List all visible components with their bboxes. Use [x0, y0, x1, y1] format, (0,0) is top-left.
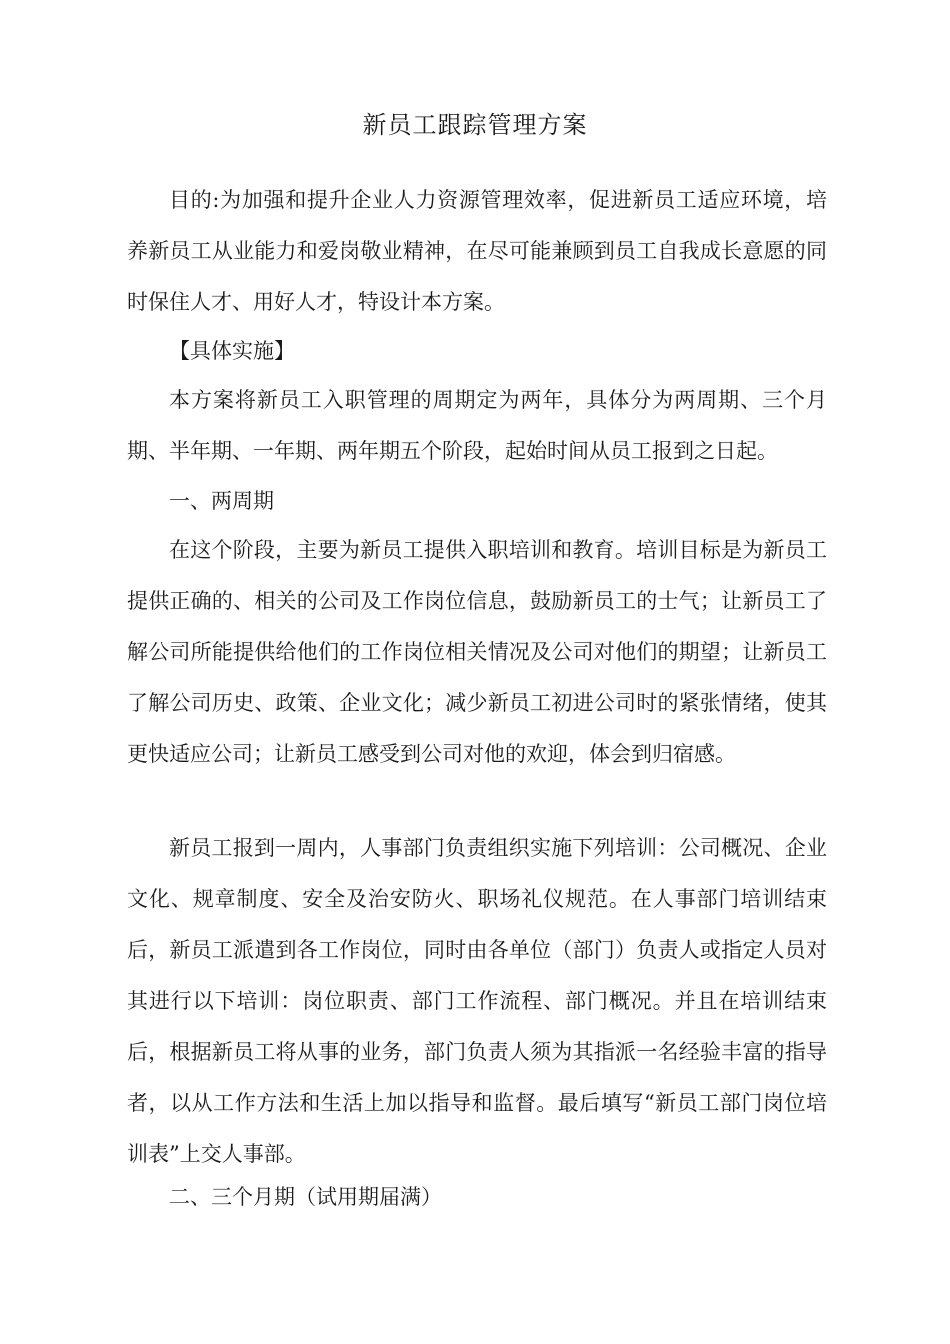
implementation-heading-block [127, 326, 827, 377]
cycle-paragraph-block [127, 375, 827, 477]
document-title: 新员工跟踪管理方案 [362, 111, 588, 139]
two-weeks-training-block [127, 823, 827, 1180]
purpose-paragraph-block [127, 175, 827, 328]
purpose-paragraph: 目的:为加强和提升企业人力资源管理效率，促进新员工适应环境，培养新员工从业能力和爱岗敬业精神，在尽可能兼顾到员工自我成长意愿的同时保住人才、用好人才，特设计本方案。 [127, 188, 827, 314]
two-weeks-training-paragraph: 新员工报到一周内，人事部门负责组织实施下列培训：公司概况、企业文化、规章制度、安全及治安防火、职场礼仪规范。在人事部门培训结束后，新员工派遣到各工作岗位，同时由各单位（部门）负责人或指定人员对其进行以下培训：岗位职责、部门工作流程、部门概况。并且在培训结束后，根据新员工将从事的业务，部门负责人须为其指派一名经验丰富的指导者，以从工作方法和生活上加以指导和监督。最后填写“新员工部门岗位培训表”上交人事部。 [127, 836, 827, 1166]
two-weeks-intro-paragraph: 在这个阶段，主要为新员工提供入职培训和教育。培训目标是为新员工提供正确的、相关的公司及工作岗位信息，鼓励新员工的士气；让新员工了解公司所能提供给他们的工作岗位相关情况及公司对他们的期望；让新员工了解公司历史、政策、企业文化；减少新员工初进公司时的紧张情绪，使其更快适应公司；让新员工感受到公司对他的欢迎，体会到归宿感。 [127, 538, 827, 766]
two-weeks-heading-block [127, 476, 827, 527]
two-weeks-intro-block [127, 525, 827, 780]
implementation-heading: 【具体实施】 [169, 339, 295, 363]
three-months-heading-block [127, 1172, 827, 1223]
three-months-heading: 二、三个月期（试用期届满） [169, 1185, 442, 1209]
cycle-paragraph: 本方案将新员工入职管理的周期定为两年，具体分为两周期、三个月期、半年期、一年期、两年期五个阶段，起始时间从员工报到之日起。 [127, 388, 827, 463]
two-weeks-heading: 一、两周期 [169, 489, 274, 513]
